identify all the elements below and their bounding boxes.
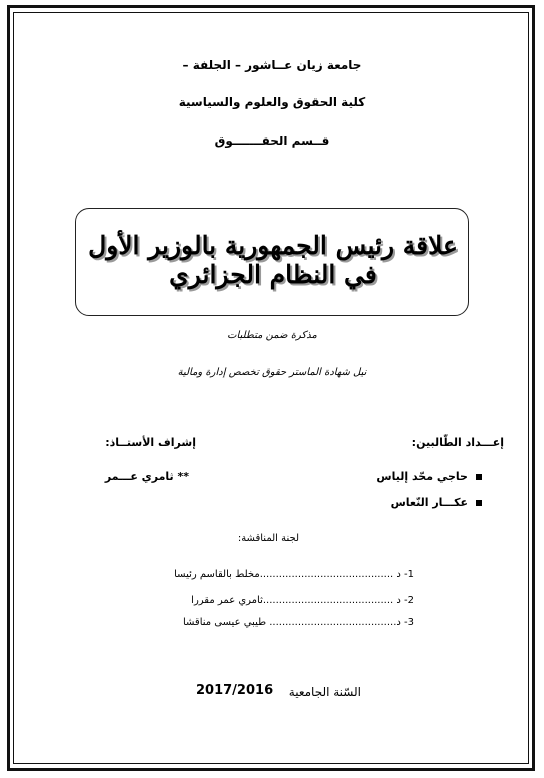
students-label: إعـــداد الطّالبين: — [411, 436, 504, 449]
inner-border — [13, 12, 529, 764]
committee-member-2: 2- د .........................................ثامري عمر مقررا — [191, 595, 414, 606]
memo-line-1: مذكرة ضمن متطلبات — [227, 330, 317, 341]
bullet-icon — [476, 474, 482, 480]
department-name: قــسم الحقـــــــوق — [214, 134, 330, 148]
student-1: حاجي محّد إلياس — [376, 470, 482, 483]
thesis-title: علاقة رئيس الجمهورية بالوزير الأول في النظام الجزائري — [88, 231, 458, 289]
university-name: جامعة زيان عــاشور – الجلفة – — [182, 58, 362, 72]
supervisor-label: إشراف الأستــاذ: — [105, 436, 196, 449]
supervisor-name: ** ثامري عـــمر — [104, 470, 189, 483]
title-box — [75, 208, 469, 316]
committee-label: لجنة المناقشة: — [237, 533, 299, 544]
student-2: عكـــار النّعاس — [391, 496, 482, 509]
academic-year-label: السّنة الجامعية — [288, 685, 361, 699]
committee-member-3: 3- د........................................ طيبي عيسى مناقشا — [182, 617, 414, 628]
bullet-icon — [476, 500, 482, 506]
academic-year-value: 2017/2016 — [196, 683, 274, 698]
memo-line-2: نيل شهادة الماستر حقوق تخصص إدارة ومالية — [177, 367, 367, 378]
faculty-name: كلية الحقوق والعلوم والسياسية — [178, 95, 366, 109]
committee-member-1: 1- د ..........................................مخلط بالقاسم رئيسا — [174, 569, 414, 580]
